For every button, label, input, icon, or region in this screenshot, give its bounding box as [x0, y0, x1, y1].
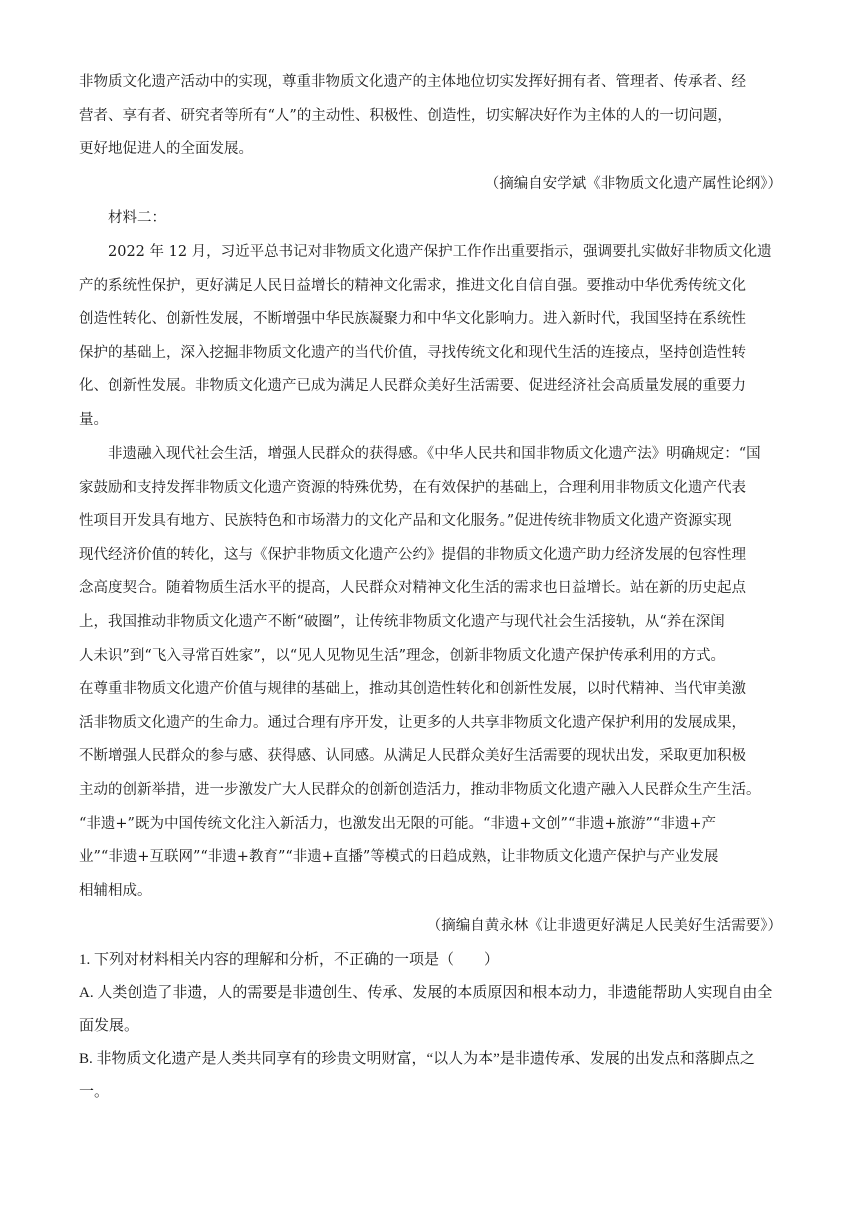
text-line: 念高度契合。随着物质生活水平的提高，人民群众对精神文化生活的需求也日益增长。站在新的历史起点 [79, 580, 746, 597]
text-line: 上，我国推动非物质文化遗产不断“破圈”，让传统非物质文化遗产与现代社会生活接轨，从“养在深闺 [79, 613, 725, 630]
option-b-line: 一。 [79, 1084, 110, 1100]
text-line: 相辅相成。 [79, 882, 152, 899]
text-line: 家鼓励和支持发挥非物质文化遗产资源的特殊优势，在有效保护的基础上，合理利用非物质文化遗产代表 [79, 479, 746, 496]
material-2-paragraph-1 [79, 236, 783, 438]
text-line: 量。 [79, 411, 108, 428]
text-line: 产的系统性保护，更好满足人民日益增长的精神文化需求，推进文化自信自强。要推动中华优秀传统文化 [79, 277, 746, 294]
text-line: 主动的创新举措，进一步激发广大人民群众的创新创造活力，推动非物质文化遗产融入人民群众生产生活。 [79, 781, 761, 798]
text-line: 现代经济价值的转化，这与《保护非物质文化遗产公约》提倡的非物质文化遗产助力经济发展的包容性理 [79, 546, 746, 563]
text-line: 保护的基础上，深入挖掘非物质文化遗产的当代价值，寻找传统文化和现代生活的连接点，坚持创造性转 [79, 344, 746, 361]
option-a-line: 面发展。 [79, 1018, 140, 1034]
option-a-line: A. 人类创造了非遗，人的需要是非遗创生、传承、发展的本质原因和根本动力，非遗能帮助人实现自由全 [79, 985, 773, 1001]
continuation-paragraph [79, 66, 783, 167]
material-2-heading: 材料二： [108, 210, 166, 226]
text-line: 更好地促进人的全面发展。 [79, 141, 253, 158]
text-line: 业”“非遗+互联网”“非遗+教育”“非遗+直播”等模式的日趋成熟，让非物质文化遗产保护与产业发展 [79, 849, 719, 866]
question-stem: 1. 下列对材料相关内容的理解和分析，不正确的一项是（ ） [79, 952, 500, 968]
text-line: 人未识”到“飞入寻常百姓家”，以“见人见物见生活”理念，创新非物质文化遗产保护传承利用的方式。 [79, 647, 726, 664]
question-1 [79, 944, 783, 1109]
text-line: 非遗融入现代社会生活，增强人民群众的获得感。《中华人民共和国非物质文化遗产法》明确规定：“国 [79, 446, 761, 462]
text-line: 化、创新性发展。非物质文化遗产已成为满足人民群众美好生活需要、促进经济社会高质量发展的重要力 [79, 378, 746, 395]
text-line: 性项目开发具有地方、民族特色和市场潜力的文化产品和文化服务。”促进传统非物质文化遗产资源实现 [79, 513, 732, 530]
text-line: 在尊重非物质文化遗产价值与规律的基础上，推动其创造性转化和创新性发展，以时代精神、当代审美激 [79, 681, 746, 698]
text-line: 营者、享有者、研究者等所有“人”的主动性、积极性、创造性，切实解决好作为主体的人的一切问题， [79, 107, 732, 124]
text-line: 不断增强人民群众的参与感、获得感、认同感。从满足人民群众美好生活需要的现状出发，采取更加积极 [79, 748, 746, 765]
text-line: “非遗+”既为中国传统文化注入新活力，也激发出无限的可能。“非遗+文创”“非遗+旅游”“非遗+产 [79, 815, 716, 832]
material-2-paragraph-2 [79, 438, 783, 908]
source-citation-2: （摘编自黄永林《让非遗更好满足人民美好生活需要》） [426, 918, 782, 934]
text-line: 2022 年 12 月，习近平总书记对非物质文化遗产保护工作作出重要指示，强调要扎实做好非物质文化遗 [79, 244, 772, 260]
text-line: 非物质文化遗产活动中的实现，尊重非物质文化遗产的主体地位切实发挥好拥有者、管理者、传承者、经 [79, 74, 746, 90]
text-line: 活非物质文化遗产的生命力。通过合理有序开发，让更多的人共享非物质文化遗产保护利用的发展成果， [79, 714, 746, 731]
source-citation-1: （摘编自安学斌《非物质文化遗产属性论纲》） [484, 176, 782, 192]
text-line: 创造性转化、创新性发展，不断增强中华民族凝聚力和中华文化影响力。进入新时代，我国坚持在系统性 [79, 311, 746, 328]
option-b-line: B. 非物质文化遗产是人类共同享有的珍贵文明财富，“以人为本”是非遗传承、发展的出发点和落脚点之 [79, 1051, 755, 1067]
